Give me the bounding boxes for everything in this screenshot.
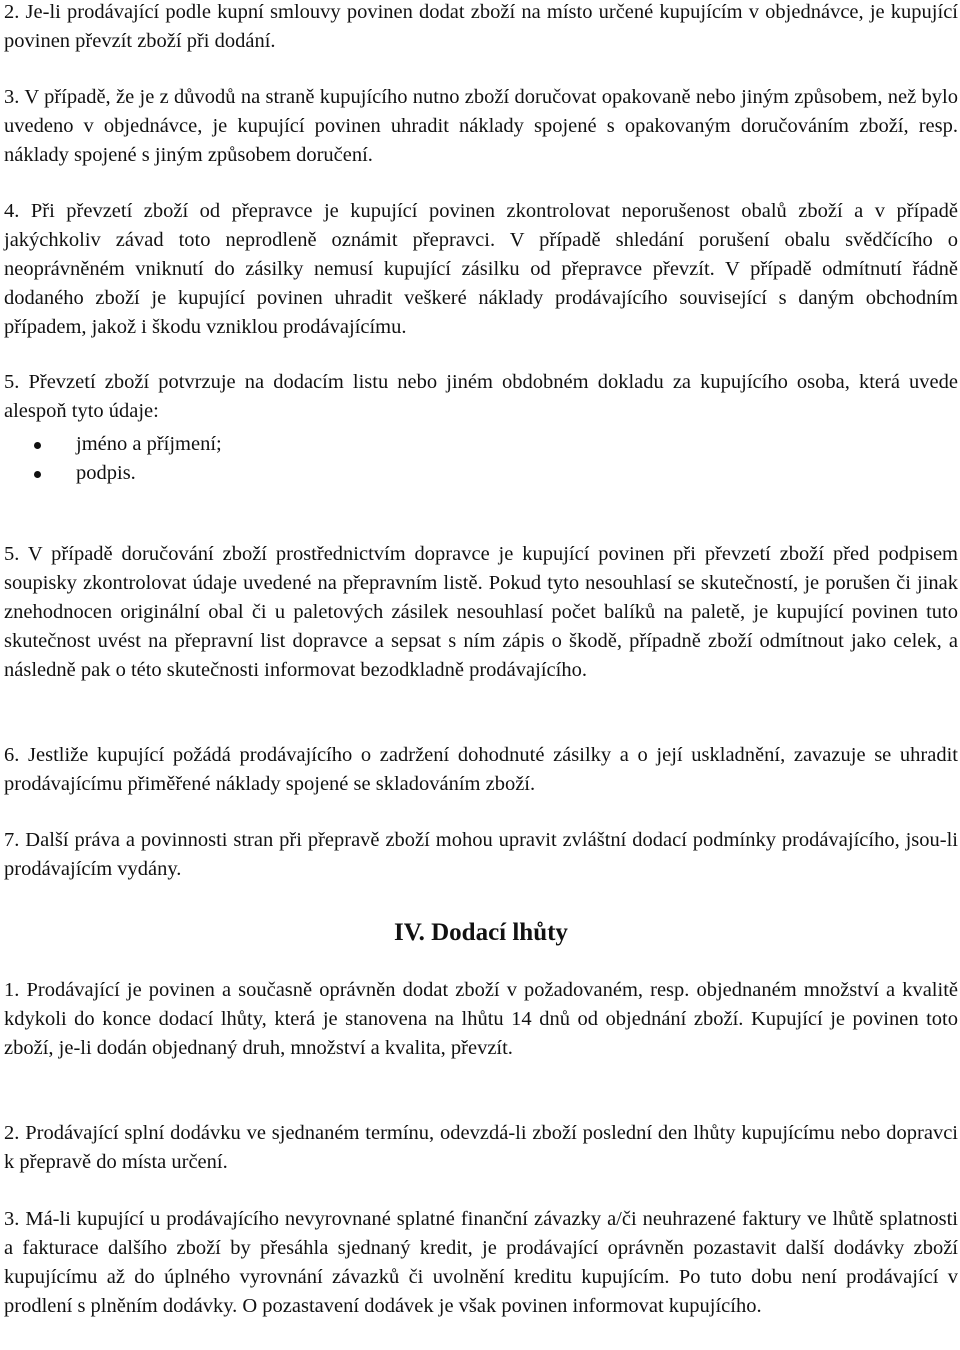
section-heading: IV. Dodací lhůty (394, 919, 568, 946)
paragraph-6: 6. Jestliže kupující požádá prodávajícího o zadržení dohodnuté zásilky a o její uskladnění, zavazuje se uhradit prodávajícímu přiměřené náklady spojené se skladováním zboží. (4, 744, 958, 795)
section4-paragraph-1: 1. Prodávající je povinen a současně oprávněn dodat zboží v požadovaném, resp. objednaném množství a kvalitě kdykoli do konce dodací lhůty, která je stanovena na lhůtu 14 dnů od objednání zboží. Kupující je povinen toto zboží, je-li dodán objednaný druh, množství a kvalita, převzít. (4, 979, 958, 1059)
paragraph-7: 7. Další práva a povinnosti stran při přepravě zboží mohou upravit zvláštní dodací podmínky prodávajícího, jsou-li prodávajícím vydány. (4, 829, 958, 880)
list-item-text: podpis. (76, 462, 136, 484)
section4-paragraph-2: 2. Prodávající splní dodávku ve sjednaném termínu, odevzdá-li zboží poslední den lhůty kupujícímu nebo dopravci k přepravě do místa určení. (4, 1122, 958, 1173)
paragraph-3: 3. V případě, že je z důvodů na straně kupujícího nutno zboží doručovat opakovaně nebo jiným způsobem, než bylo uvedeno v objednávce, je kupující povinen uhradit náklady spojené s opakovaným doručováním zboží, resp. náklady spojené s jiným způsobem doručení. (4, 86, 958, 166)
list-item-name (4, 430, 958, 459)
section4-paragraph-3: 3. Má-li kupující u prodávajícího nevyrovnané splatné finanční závazky a/či neuhrazené faktury ve lhůtě splatnosti a fakturace dalšího zboží by přesáhla sjednaný kredit, je prodávající oprávněn pozastavit další dodávky zboží kupujícímu až do úplného vyrovnání závazků či uvolnění kreditu kupujícím. Po tuto dobu není prodávající v prodlení s plněním dodávky. O pozastavení dodávek je však povinen informovat kupujícího. (4, 1208, 958, 1317)
paragraph-2: 2. Je-li prodávající podle kupní smlouvy povinen dodat zboží na místo určené kupujícím v objednávce, je kupující povinen převzít zboží při dodání. (4, 1, 958, 52)
list-item-text: jméno a příjmení; (76, 433, 222, 455)
paragraph-5a: 5. Převzetí zboží potvrzuje na dodacím listu nebo jiném obdobném dokladu za kupujícího osoba, která uvede alespoň tyto údaje: (4, 371, 958, 422)
bullet-icon (34, 471, 41, 478)
required-data-list (4, 430, 958, 488)
list-item-signature (4, 459, 958, 488)
paragraph-5b: 5. V případě doručování zboží prostřednictvím dopravce je kupující povinen při převzetí zboží před podpisem soupisky zkontrolovat údaje uvedené na přepravním listě. Pokud tyto nesouhlasí se skutečností, je porušen či jinak znehodnocen originální obal či u paletových zásilek nesouhlasí počet balíků na paletě, je kupující povinen tuto skutečnost uvést na přepravní list dopravce a sepsat s ním zápis o škodě, případně zboží odmítnout jako celek, a následně pak o této skutečnosti informovat bezodkladně prodávajícího. (4, 543, 958, 681)
bullet-icon (34, 442, 41, 449)
paragraph-4: 4. Při převzetí zboží od přepravce je kupující povinen zkontrolovat neporušenost obalů zboží a v případě jakýchkoliv závad toto neprodleně oznámit přepravci. V případě shledání porušení obalu svědčícího o neoprávněném vniknutí do zásilky nemusí kupující zásilku od přepravce převzít. V případě odmítnutí řádně dodaného zboží je kupující povinen uhradit veškeré náklady prodávajícího související s daným obchodním případem, jakož i škodu vzniklou prodávajícímu. (4, 200, 958, 338)
